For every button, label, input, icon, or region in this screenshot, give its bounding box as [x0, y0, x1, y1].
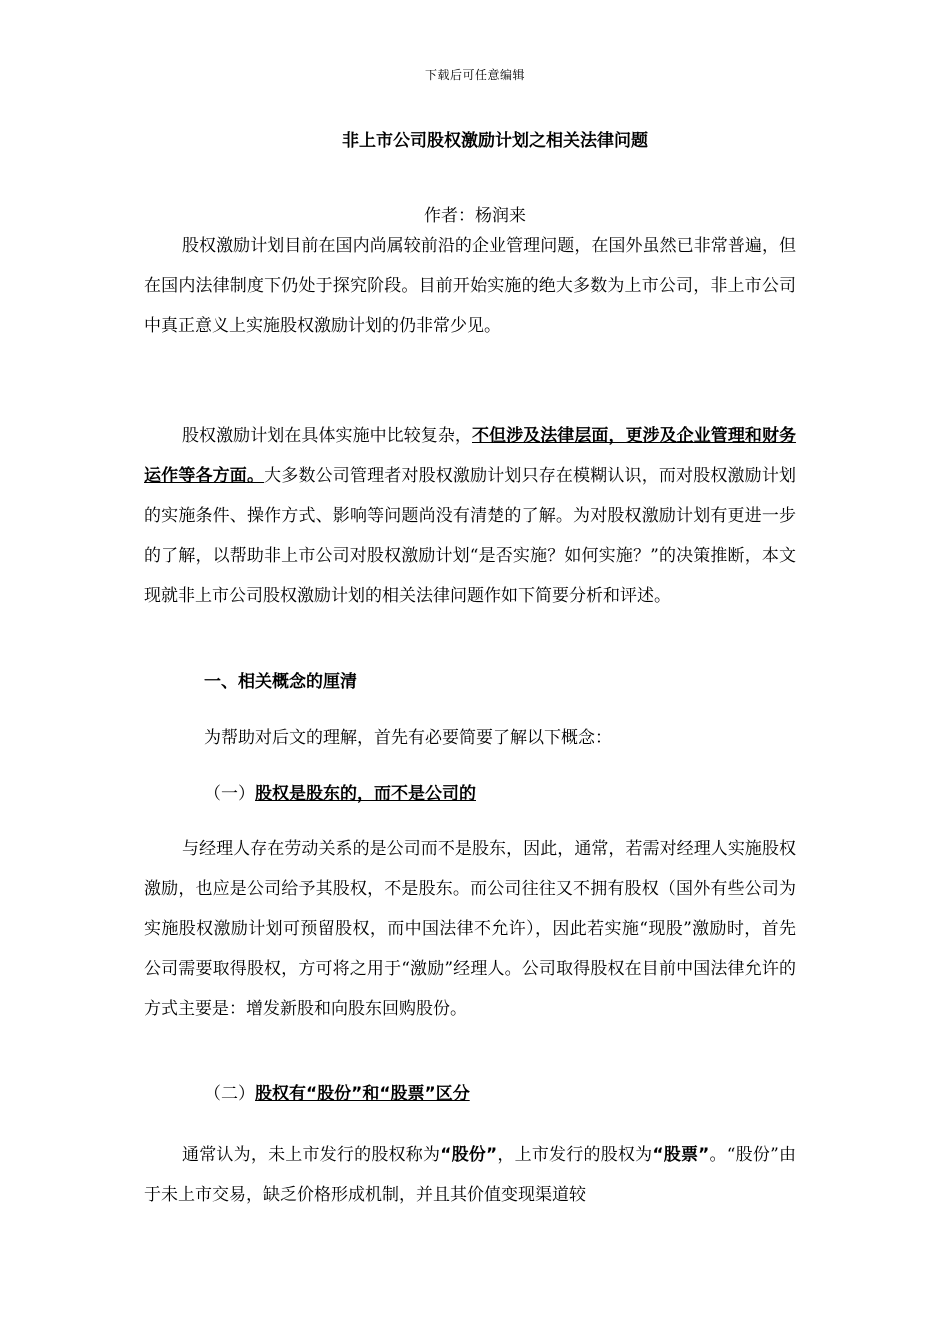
paragraph-text: ，上市发行的股权为 — [497, 1145, 653, 1165]
paragraph-text: 大多数公司管理者对股权激励计划只存在模糊认识，而对股权激励计划的实施条件、操作方式、影响等问题尚没有清楚的了解。为对股权激励计划有更进一步的了解，以帮助非上市公司对股权激励计划“是否实施？如何实施？”的决策推断，本文现就非上市公司股权激励计划的相关法律问题作如下简要分析和评述。 — [144, 466, 797, 606]
bold-term: “股份” — [440, 1145, 498, 1165]
emphasized-text: 不但涉及法律层面，更涉及企业管理和财务运作等各方面。 — [144, 426, 797, 486]
bold-term: “股票” — [652, 1145, 710, 1165]
author-line: 作者：杨润来 — [424, 206, 526, 226]
section-heading: 一、相关概念的厘清 — [204, 672, 357, 692]
paragraph-shares — [144, 1135, 796, 1215]
subsection-heading — [204, 779, 476, 804]
paragraph-equity: 与经理人存在劳动关系的是公司而不是股东，因此，通常，若需对经理人实施股权激励，也应是公司给予其股权，不是股东。而公司往往又不拥有股权（国外有些公司为实施股权激励计划可预留股权，而中国法律不允许），因此若实施“现股”激励时，首先公司需要取得股权，方可将之用于“激励”经理人。公司取得股权在目前中国法律允许的方式主要是：增发新股和向股东回购股份。 — [144, 839, 796, 1019]
subsection-number: （一） — [204, 784, 255, 804]
header-note: 下载后可任意编辑 — [424, 68, 525, 82]
subsection-number: （二） — [204, 1084, 255, 1104]
paragraph-complexity — [144, 416, 796, 616]
paragraph-text: 股权激励计划在具体实施中比较复杂， — [182, 426, 472, 446]
paragraph-text: 通常认为，未上市发行的股权称为 — [182, 1145, 441, 1165]
subsection-title: 股权是股东的，而不是公司的 — [255, 784, 476, 804]
paragraph-text: 。“股份”由于未上市交易，缺乏价格形成机制，并且其价值变现渠道较 — [144, 1145, 797, 1205]
subsection-heading — [204, 1079, 470, 1104]
section-intro: 为帮助对后文的理解，首先有必要简要了解以下概念： — [204, 728, 612, 748]
document-title: 非上市公司股权激励计划之相关法律问题 — [342, 131, 648, 151]
intro-paragraph: 股权激励计划目前在国内尚属较前沿的企业管理问题，在国外虽然已非常普遍，但在国内法律制度下仍处于探究阶段。目前开始实施的绝大多数为上市公司，非上市公司中真正意义上实施股权激励计划的仍非常少见。 — [144, 236, 796, 336]
subsection-title: 股权有“股份”和“股票”区分 — [255, 1084, 470, 1104]
